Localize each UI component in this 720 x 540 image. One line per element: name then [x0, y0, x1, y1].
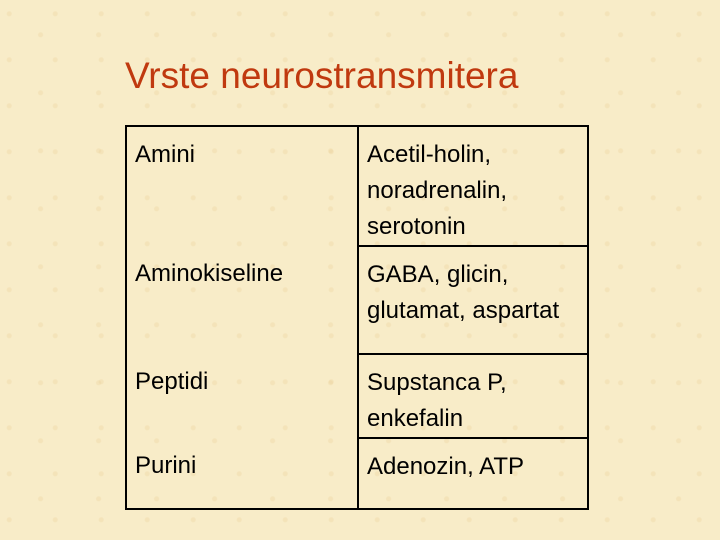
examples-cell: Supstanca P, enkefalin	[358, 354, 588, 438]
table-row	[126, 354, 588, 438]
table-row	[126, 126, 588, 246]
class-cell: Peptidi	[126, 354, 358, 438]
table-row	[126, 246, 588, 354]
slide-title: Vrste neurostransmitera	[125, 55, 519, 96]
table-row	[126, 438, 588, 509]
examples-cell: Acetil-holin, noradrenalin, serotonin	[358, 126, 588, 246]
examples-cell: GABA, glicin, glutamat, aspartat	[358, 246, 588, 354]
neurotransmitter-table	[125, 125, 589, 510]
class-cell: Aminokiseline	[126, 246, 358, 354]
examples-cell: Adenozin, ATP	[367, 453, 524, 480]
class-cell: Purini	[126, 438, 358, 509]
class-cell: Amini	[126, 126, 358, 246]
